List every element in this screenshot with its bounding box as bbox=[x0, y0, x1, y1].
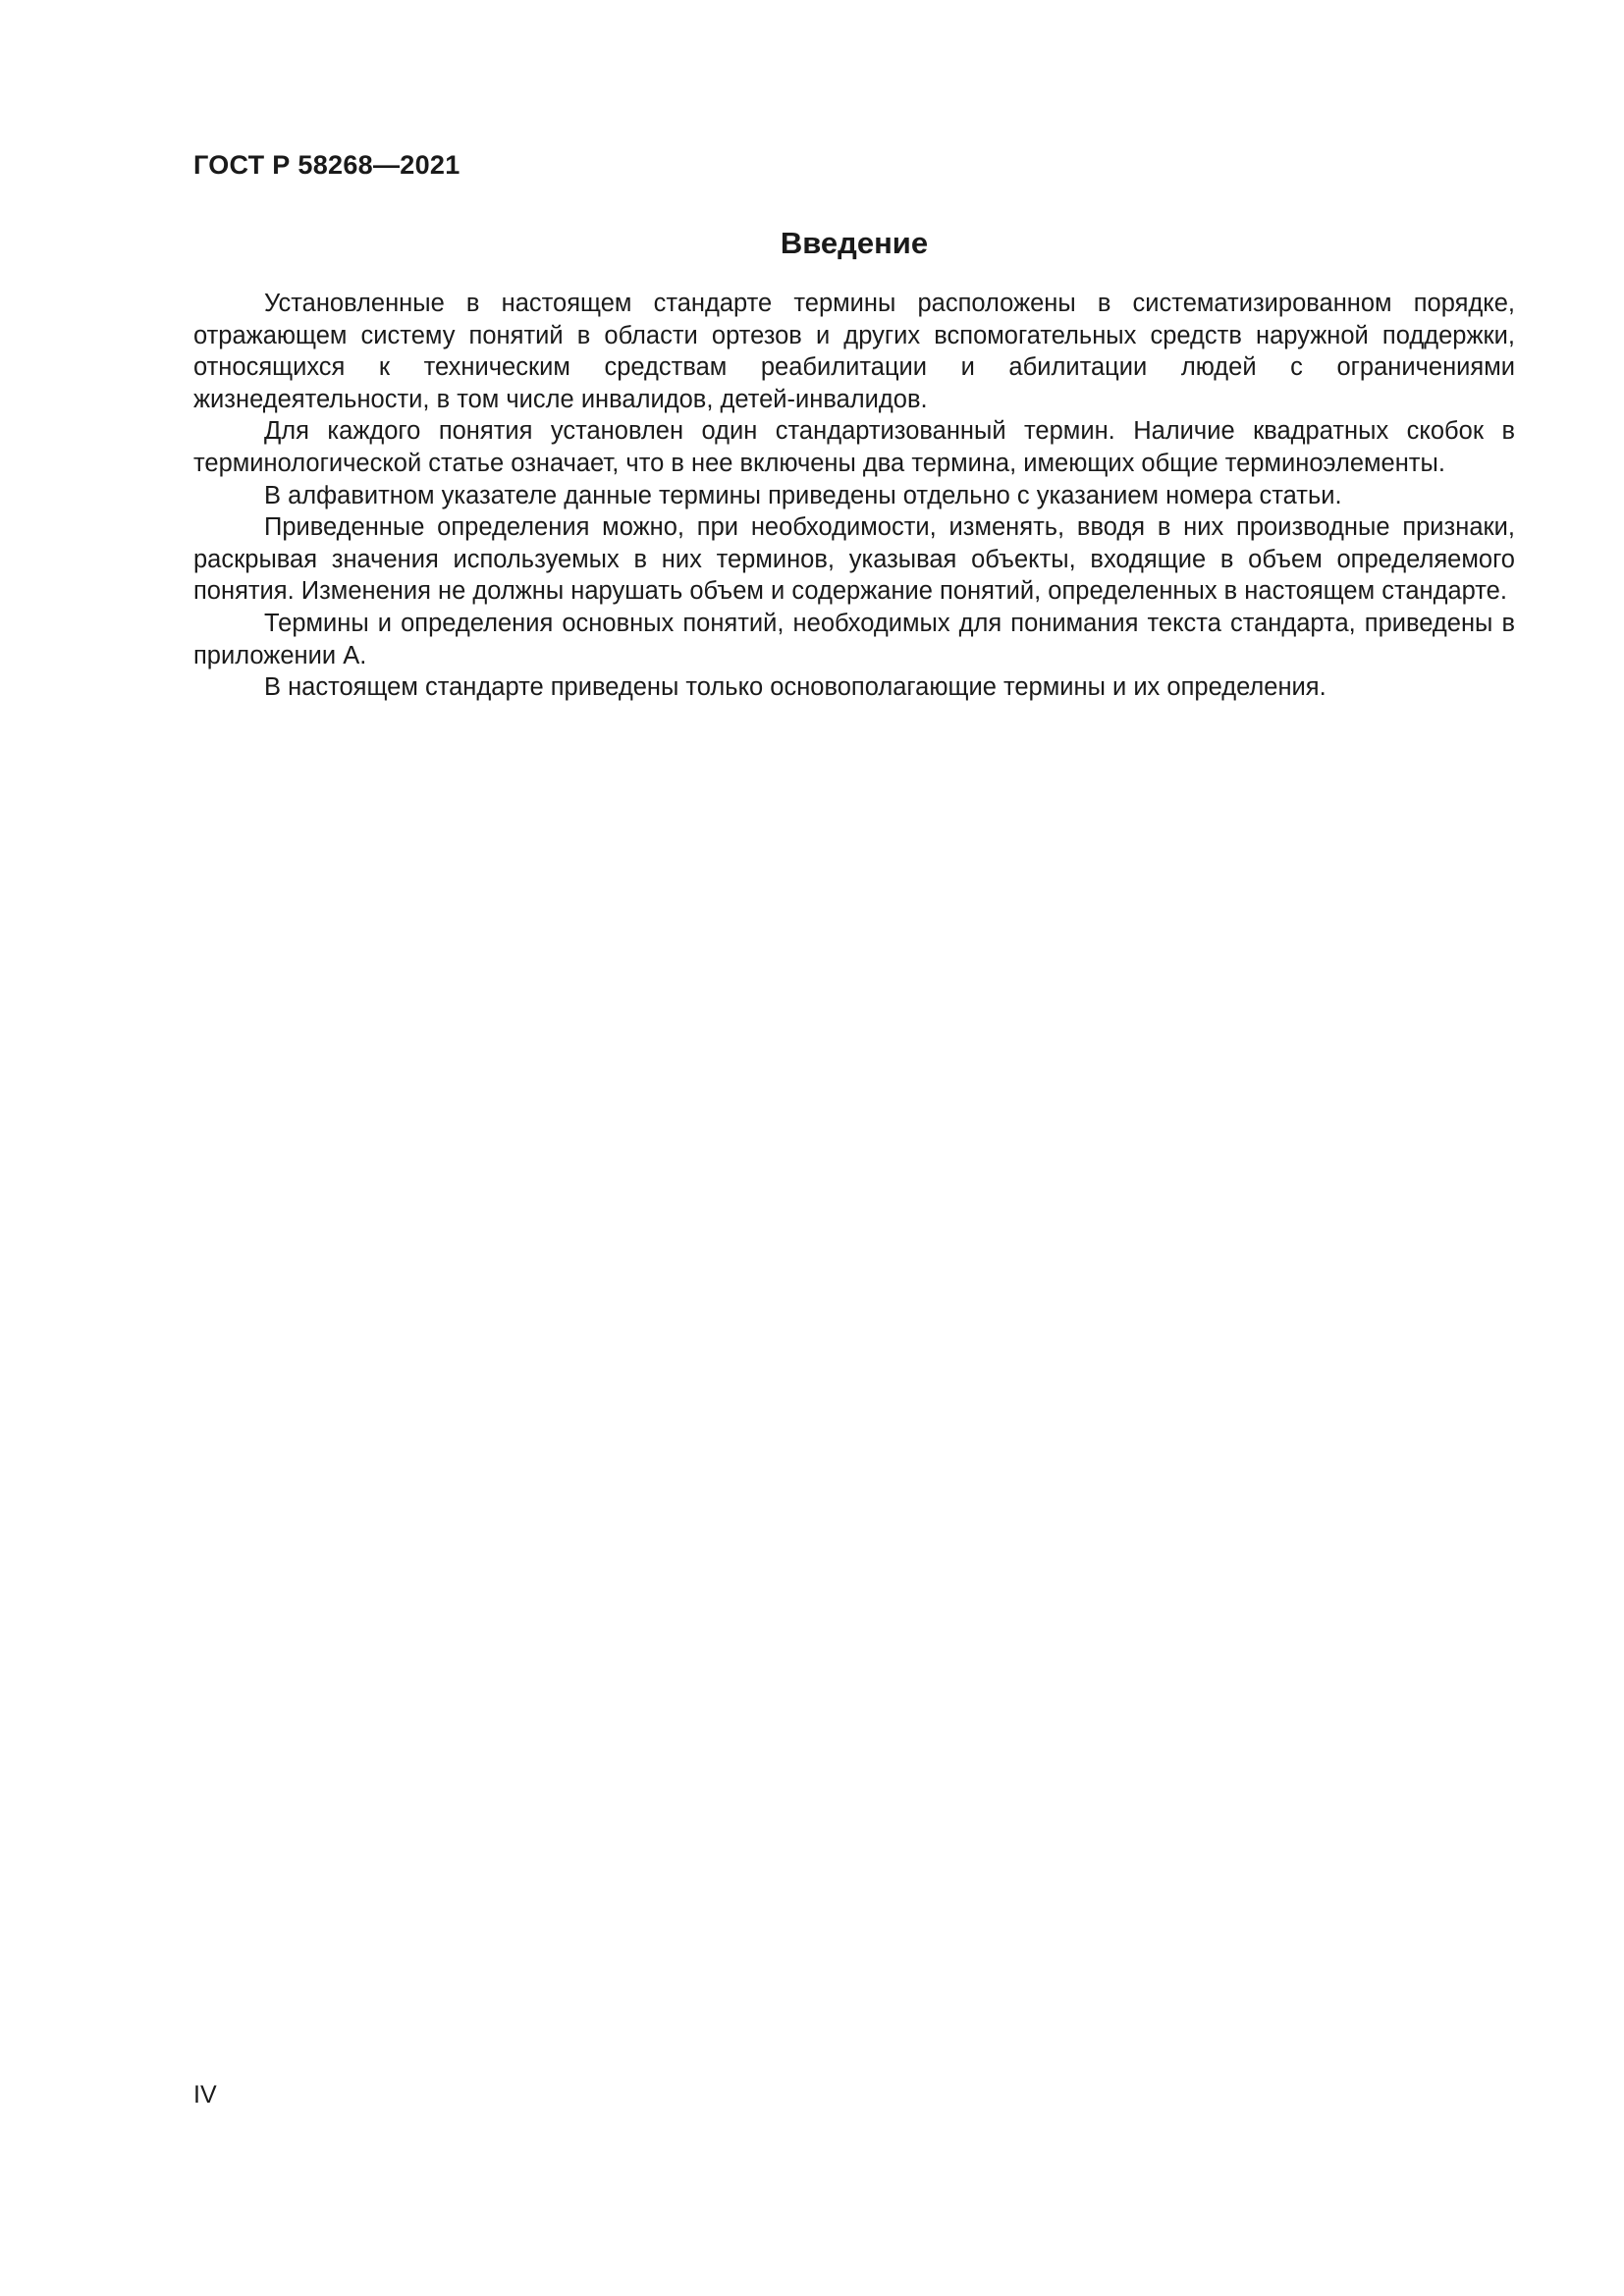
introduction-body bbox=[193, 288, 1515, 704]
paragraph: Термины и определения основных понятий, необходимых для понимания текста стандарта, приведены в приложении А. bbox=[193, 609, 1515, 669]
section-title: Введение bbox=[780, 226, 929, 260]
paragraph: Установленные в настоящем стандарте термины расположены в систематизированном порядке, отражающем систему понятий в области ортезов и других вспомогательных средств наружной поддержки, относящихся к техническим средствам реабилитации и абилитации людей с ограничениями жизнедеятельности, в том числе инвалидов, детей-инвалидов. bbox=[193, 290, 1515, 413]
paragraph: В настоящем стандарте приведены только основополагающие термины и их определения. bbox=[264, 673, 1326, 702]
page-number: IV bbox=[193, 2081, 217, 2109]
document-header: ГОСТ Р 58268—2021 bbox=[193, 150, 460, 180]
paragraph: Для каждого понятия установлен один стандартизованный термин. Наличие квадратных скобок в терминологической статье означает, что в нее включены два термина, имеющих общие терминоэлементы. bbox=[193, 417, 1515, 477]
paragraph: В алфавитном указателе данные термины приведены отдельно с указанием номера статьи. bbox=[264, 481, 1342, 509]
paragraph: Приведенные определения можно, при необходимости, изменять, вводя в них производные признаки, раскрывая значения используемых в них терминов, указывая объекты, входящие в объем определяемого понятия. Изменения не должны нарушать объем и содержание понятий, определенных в настоящем стандарте. bbox=[193, 513, 1515, 606]
